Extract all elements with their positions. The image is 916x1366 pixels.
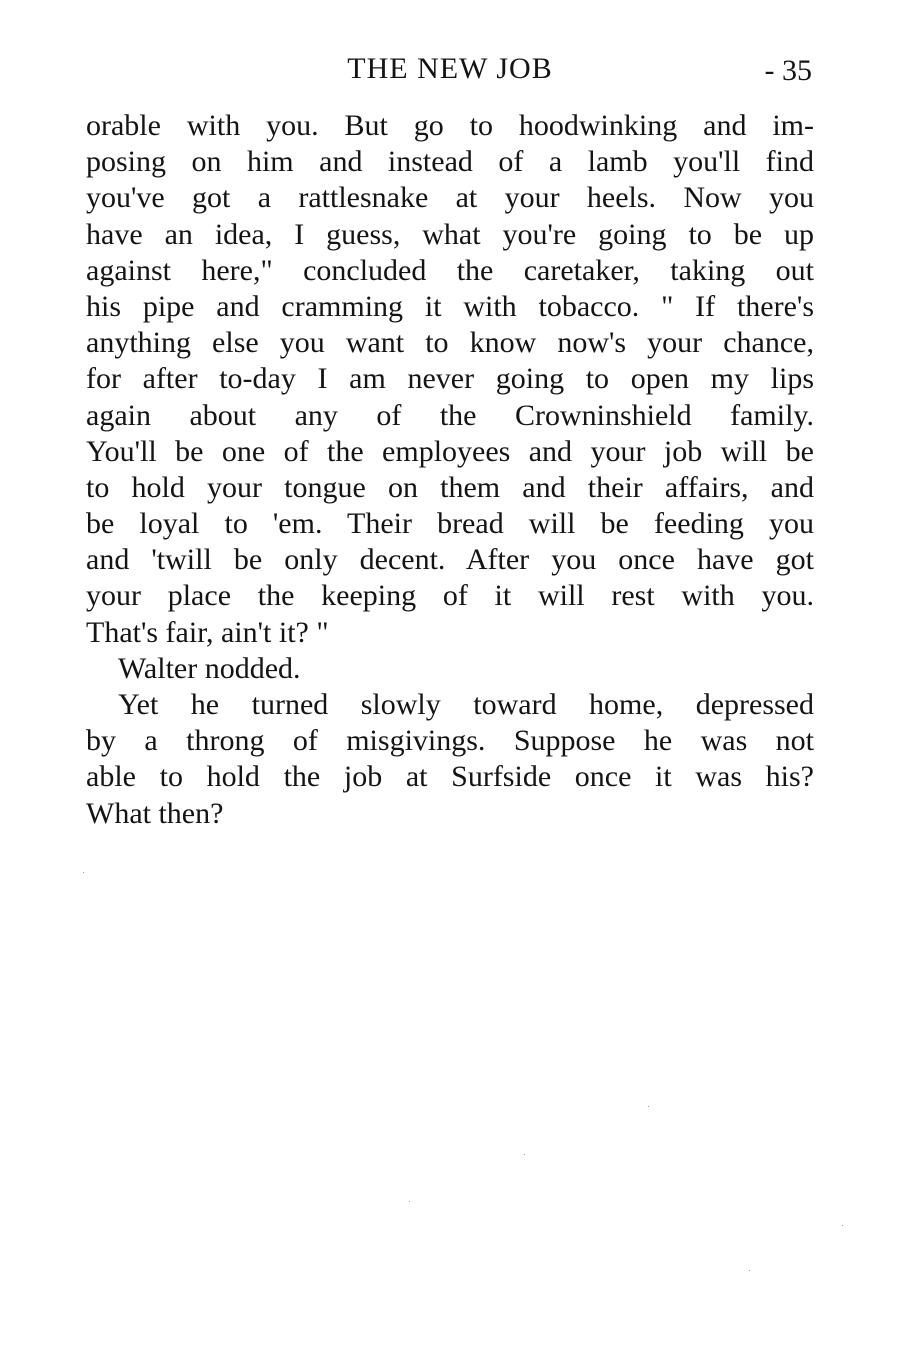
body-text (86, 108, 814, 832)
text-line: you've got a rattlesnake at your heels. Now you (86, 181, 814, 215)
text-line: again about any of the Crowninshield family. (86, 398, 814, 432)
text-line: You'll be one of the employees and your job will be (86, 434, 814, 468)
text-line: posing on him and instead of a lamb you'll find (86, 145, 814, 179)
text-line: What then? (86, 796, 224, 830)
paper-speck (83, 872, 84, 873)
paper-speck (524, 1154, 525, 1155)
text-line: to hold your tongue on them and their affairs, and (86, 470, 814, 504)
text-line: able to hold the job at Surfside once it was his? (86, 760, 814, 794)
text-line: anything else you want to know now's your chance, (86, 326, 814, 360)
page-number: - 35 (764, 54, 812, 87)
text-line: orable with you. But go to hoodwinking and im- (86, 109, 814, 142)
text-line: and 'twill be only decent. After you once have got (86, 543, 814, 577)
text-line: his pipe and cramming it with tobacco. " If there's (86, 289, 814, 323)
paper-speck (409, 1201, 410, 1202)
text-line: That's fair, ain't it? " (86, 615, 329, 649)
text-line: for after to-day I am never going to open my lips (86, 362, 814, 396)
text-line: be loyal to 'em. Their bread will be feeding you (86, 507, 814, 541)
text-line: Walter nodded. (118, 651, 301, 685)
paper-speck (842, 1225, 843, 1226)
text-line: Yet he turned slowly toward home, depressed (118, 688, 814, 721)
text-line: have an idea, I guess, what you're going to be up (86, 217, 814, 251)
paper-speck (749, 1270, 750, 1271)
text-line: against here," concluded the caretaker, taking out (86, 253, 814, 287)
running-header (86, 52, 814, 92)
chapter-title: THE NEW JOB (347, 52, 553, 85)
text-line: by a throng of misgivings. Suppose he was not (86, 724, 814, 758)
paper-speck (648, 1106, 649, 1107)
text-line: your place the keeping of it will rest with you. (86, 579, 814, 613)
